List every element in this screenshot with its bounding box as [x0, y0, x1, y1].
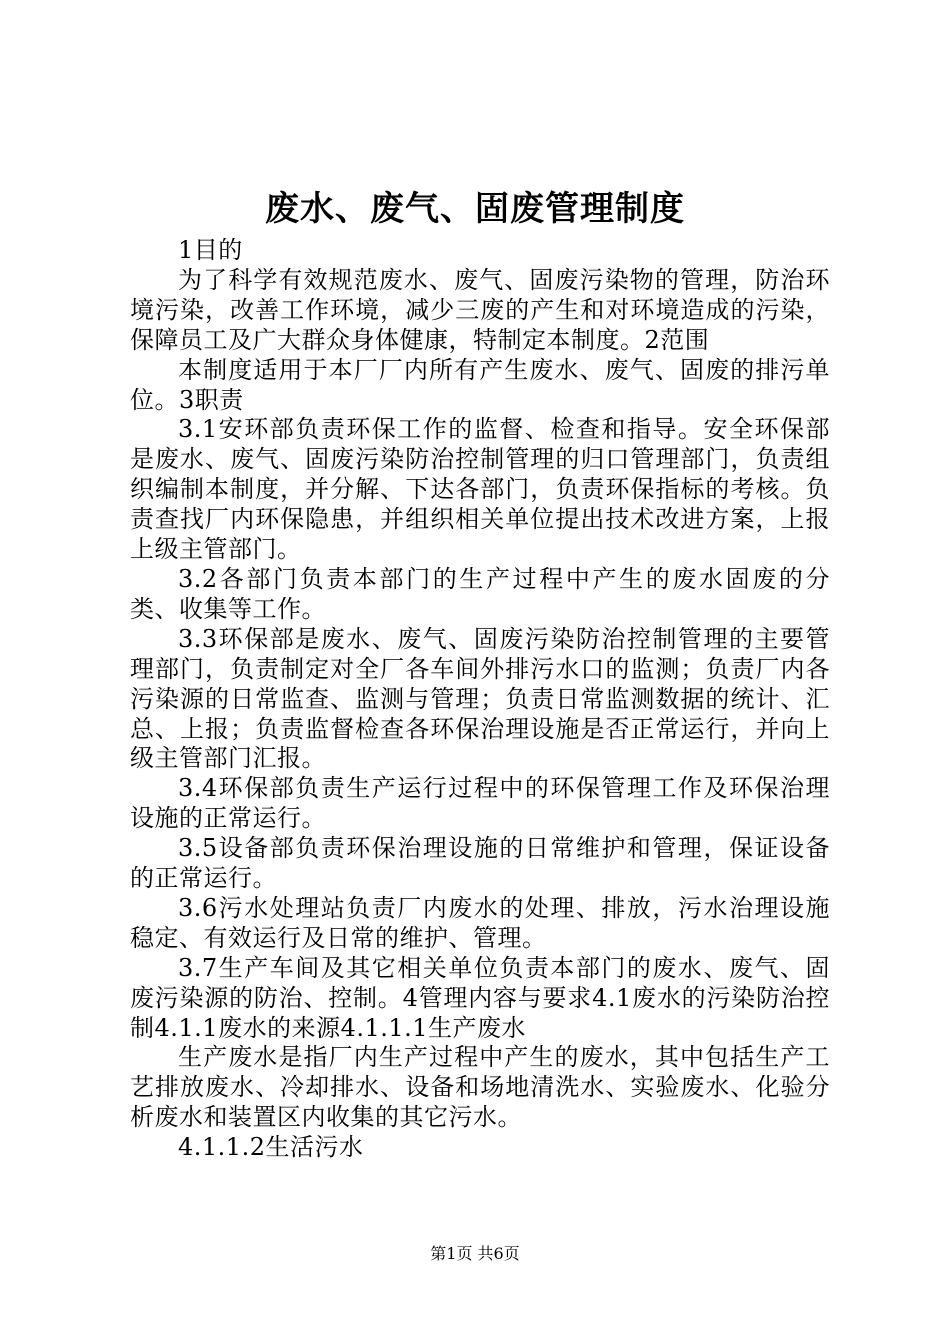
paragraph-3-5: 3.5设备部负责环保治理设施的日常维护和管理，保证设备的正常运行。: [130, 834, 830, 893]
document-body: [130, 236, 830, 1163]
paragraph-3-3: 3.3环保部是废水、废气、固废污染防治控制管理的主要管理部门，负责制定对全厂各车间外排污水口的监测；负责厂内各污染源的日常监查、监测与管理；负责日常监测数据的统计、汇总、上报；负责监督检查各环保治理设施是否正常运行，并向上级主管部门汇报。: [130, 624, 830, 773]
paragraph-3-7: 3.7生产车间及其它相关单位负责本部门的废水、废气、固废污染源的防治、控制。4管理内容与要求4.1废水的污染防治控制4.1.1废水的来源4.1.1.1生产废水: [130, 953, 830, 1042]
paragraph-domestic-sewage-heading: 4.1.1.2生活污水: [178, 1133, 364, 1162]
paragraph-scope: 本制度适用于本厂厂内所有产生废水、废气、固废的排污单位。3职责: [130, 355, 830, 414]
paragraph-3-6: 3.6污水处理站负责厂内废水的处理、排放，污水治理设施稳定、有效运行及日常的维护、管理。: [130, 893, 830, 952]
page-number: 第1页 共6页: [430, 1244, 520, 1263]
paragraph-purpose-heading: 1目的: [178, 236, 243, 264]
paragraph-production-wastewater: 生产废水是指厂内生产过程中产生的废水，其中包括生产工艺排放废水、冷却排水、设备和场地清洗水、实验废水、化验分析废水和装置区内收集的其它污水。: [130, 1043, 830, 1132]
paragraph-purpose: 为了科学有效规范废水、废气、固废污染物的管理，防治环境污染，改善工作环境，减少三废的产生和对环境造成的污染，保障员工及广大群众身体健康，特制定本制度。2范围: [130, 265, 830, 354]
paragraph-3-4: 3.4环保部负责生产运行过程中的环保管理工作及环保治理设施的正常运行。: [130, 774, 830, 833]
paragraph-3-2: 3.2各部门负责本部门的生产过程中产生的废水固废的分类、收集等工作。: [130, 564, 830, 623]
document-title: 废水、废气、固废管理制度: [265, 189, 685, 229]
paragraph-3-1: 3.1安环部负责环保工作的监督、检查和指导。安全环保部是废水、废气、固废污染防治控制管理的归口管理部门，负责组织编制本制度，并分解、下达各部门，负责环保指标的考核。负责查找厂内环保隐患，并组织相关单位提出技术改进方案，上报上级主管部门。: [130, 415, 830, 564]
